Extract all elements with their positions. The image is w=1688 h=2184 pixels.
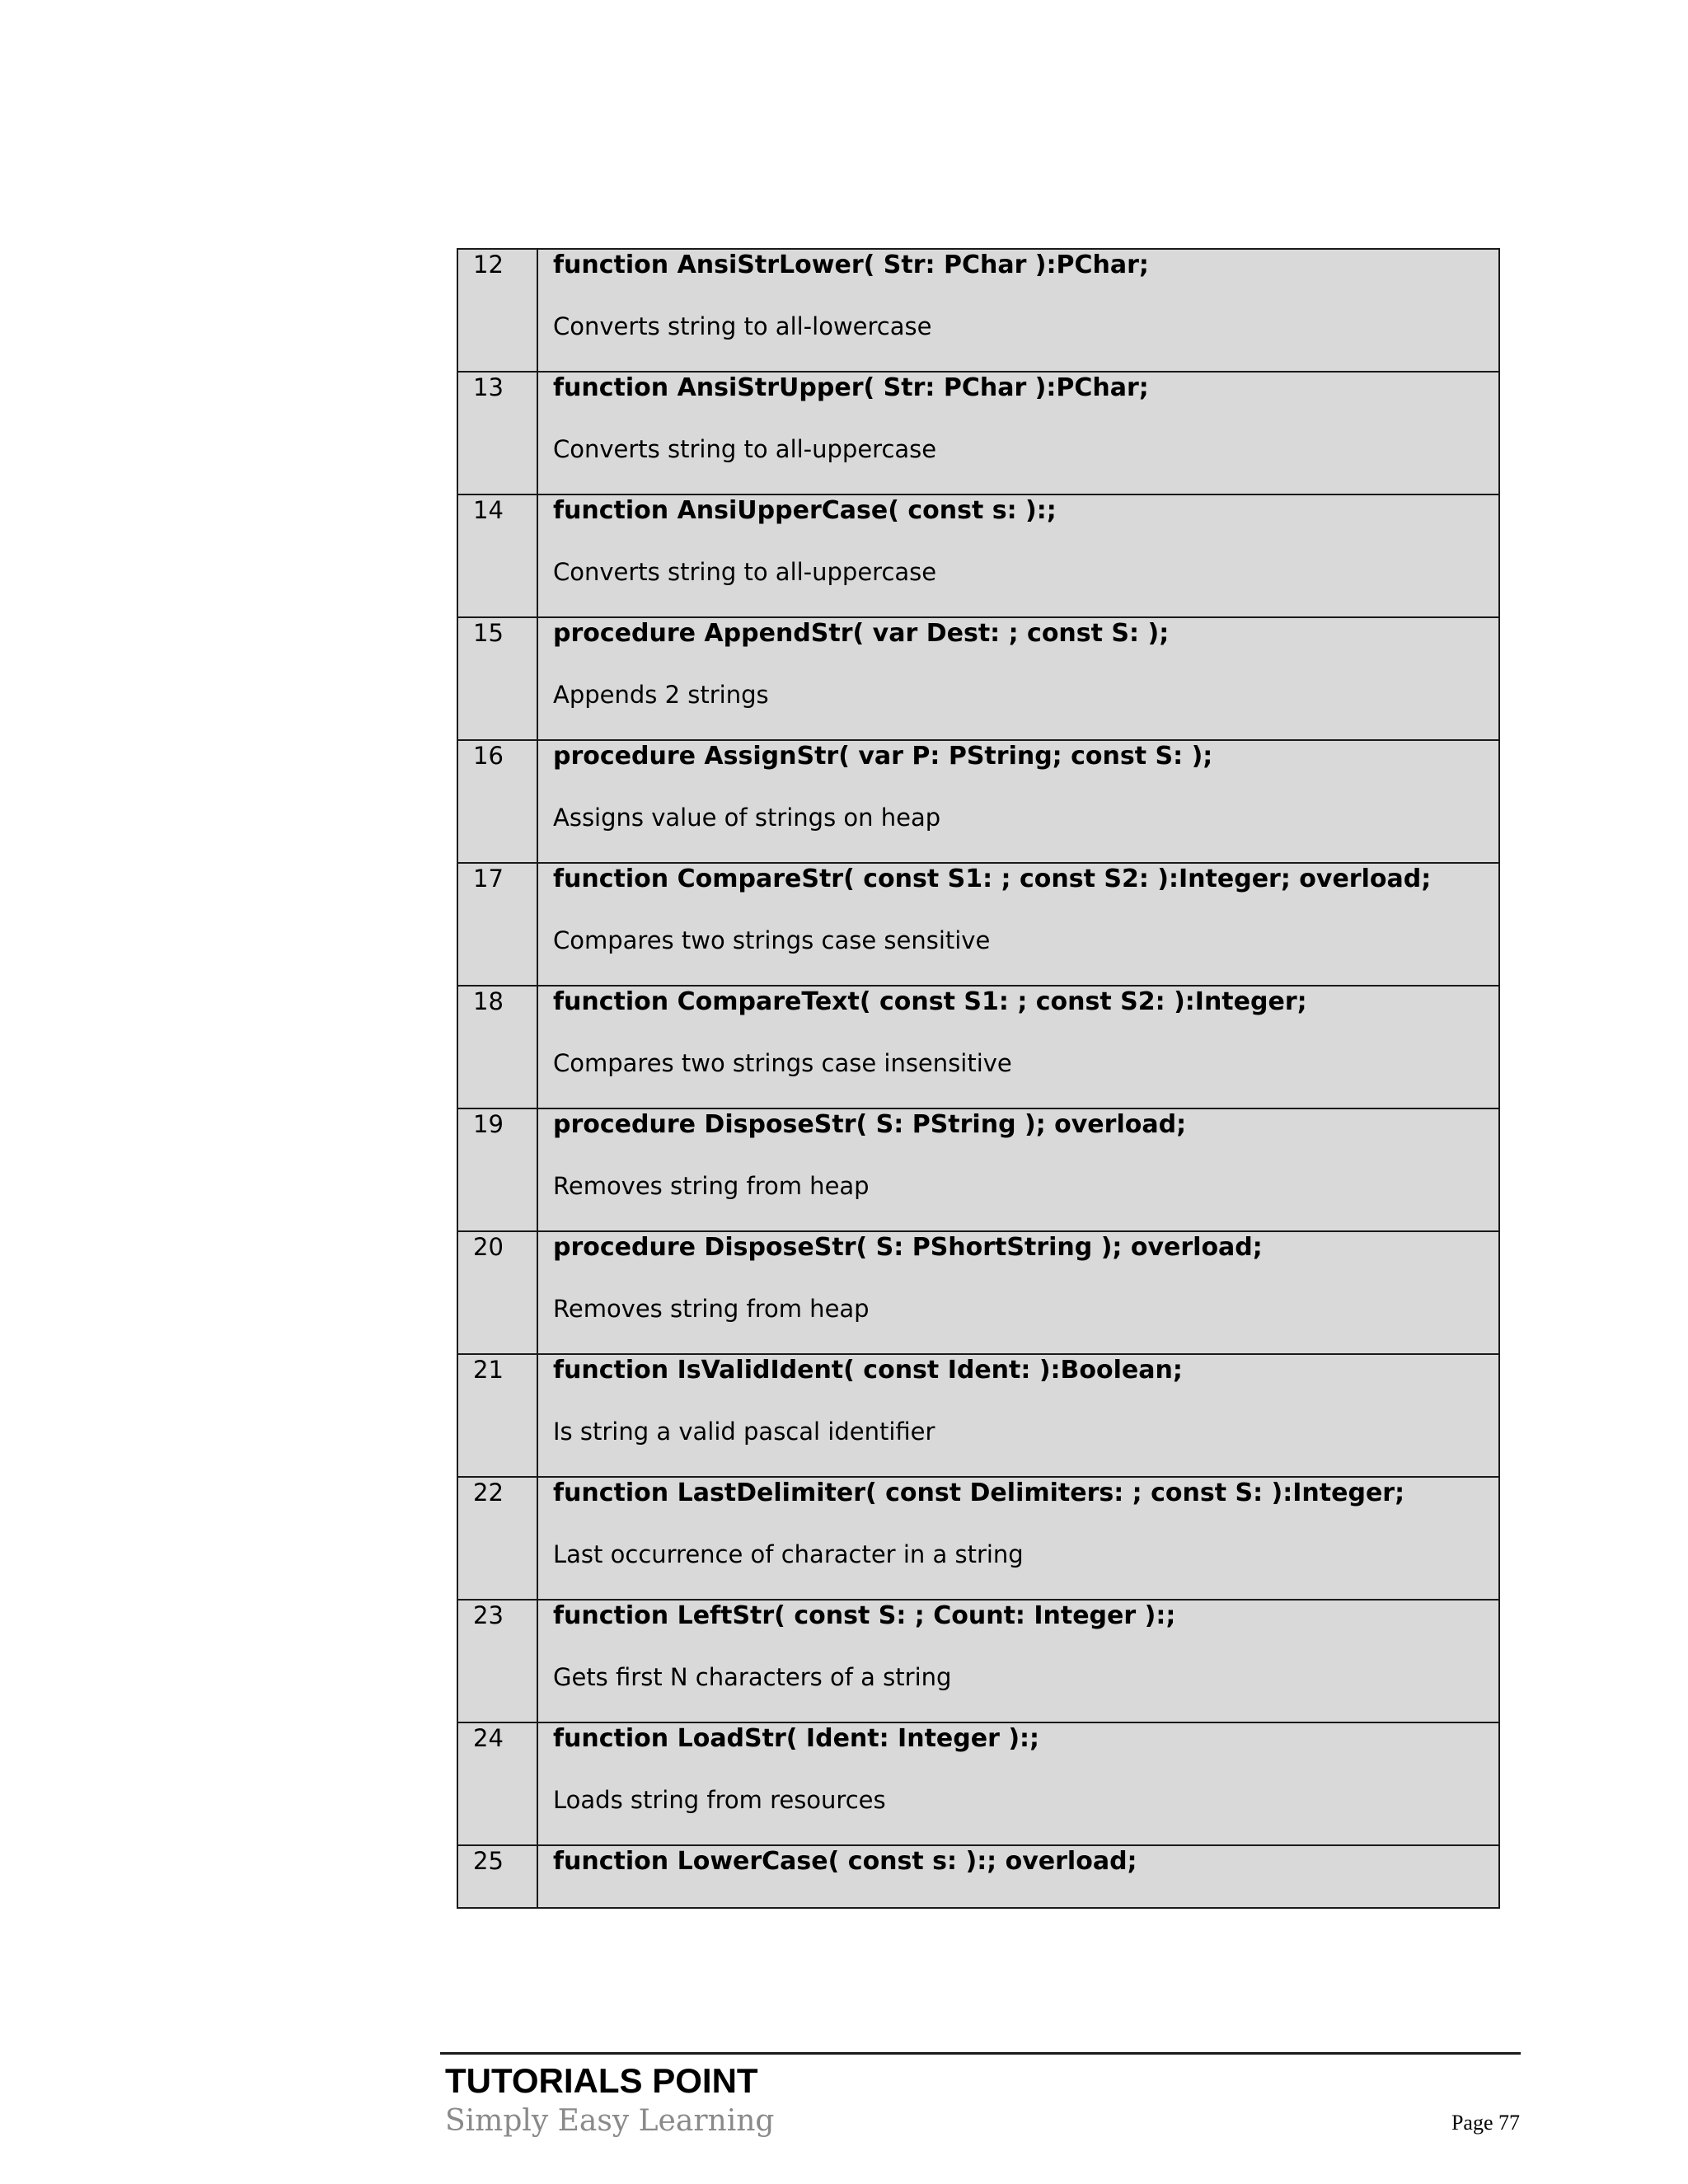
row-number: 13	[473, 373, 504, 401]
row-number: 21	[473, 1356, 504, 1384]
row-number: 24	[473, 1724, 504, 1752]
function-signature: function AnsiUpperCase( const s: ):;	[553, 496, 1057, 525]
row-number: 12	[473, 251, 504, 279]
row-number: 14	[473, 496, 504, 524]
row-number-cell	[457, 986, 537, 1108]
procedure-signature: procedure DisposeStr( S: PString ); overload;	[553, 1110, 1187, 1139]
row-number-cell	[457, 1477, 537, 1600]
function-description: Removes string from heap	[553, 1172, 870, 1200]
table-row	[457, 740, 1499, 863]
procedure-signature: procedure AppendStr( var Dest: ; const S: );	[553, 619, 1170, 648]
row-number: 18	[473, 987, 504, 1015]
function-signature: function LeftStr( const S: ; Count: Integer ):;	[553, 1601, 1176, 1630]
row-content-cell	[537, 1845, 1499, 1908]
row-number-cell	[457, 1722, 537, 1845]
row-content-cell	[537, 617, 1499, 740]
function-signature: function LowerCase( const s: ):; overload;	[553, 1847, 1137, 1876]
row-number: 16	[473, 742, 504, 770]
table-row	[457, 617, 1499, 740]
row-number-cell	[457, 1231, 537, 1354]
table-row	[457, 1722, 1499, 1845]
function-description: Is string a valid pascal identifier	[553, 1418, 935, 1446]
function-signature: function LoadStr( Ident: Integer ):;	[553, 1724, 1040, 1753]
row-number-cell	[457, 1845, 537, 1908]
function-description: Assigns value of strings on heap	[553, 804, 941, 832]
row-number: 25	[473, 1847, 504, 1875]
function-signature: function LastDelimiter( const Delimiters: ; const S: ):Integer;	[553, 1479, 1405, 1507]
function-description: Appends 2 strings	[553, 681, 769, 709]
function-description: Removes string from heap	[553, 1295, 870, 1323]
row-content-cell	[537, 1231, 1499, 1354]
table-row	[457, 986, 1499, 1108]
row-number: 19	[473, 1110, 504, 1138]
function-description: Last occurrence of character in a string	[553, 1540, 1024, 1568]
footer-divider	[440, 2052, 1521, 2055]
function-description: Compares two strings case insensitive	[553, 1049, 1012, 1077]
row-content-cell	[537, 740, 1499, 863]
table-row	[457, 249, 1499, 372]
table-row	[457, 372, 1499, 494]
row-number-cell	[457, 249, 537, 372]
function-description: Converts string to all-uppercase	[553, 558, 937, 586]
procedure-signature: procedure DisposeStr( S: PShortString ); overload;	[553, 1233, 1263, 1262]
function-description: Converts string to all-uppercase	[553, 435, 937, 463]
procedure-signature: procedure AssignStr( var P: PString; const S: );	[553, 742, 1213, 771]
function-signature: function IsValidIdent( const Ident: ):Boolean;	[553, 1356, 1183, 1385]
row-number: 15	[473, 619, 504, 647]
row-number-cell	[457, 1108, 537, 1231]
table-row	[457, 1354, 1499, 1477]
row-number-cell	[457, 1354, 537, 1477]
function-signature: function AnsiStrUpper( Str: PChar ):PChar;	[553, 373, 1149, 402]
row-content-cell	[537, 1722, 1499, 1845]
row-content-cell	[537, 494, 1499, 617]
table-row	[457, 1845, 1499, 1908]
table-row	[457, 494, 1499, 617]
function-signature: function CompareStr( const S1: ; const S2: ):Integer; overload;	[553, 865, 1432, 893]
row-content-cell	[537, 863, 1499, 986]
row-number: 17	[473, 865, 504, 893]
function-description: Compares two strings case sensitive	[553, 926, 991, 954]
row-number-cell	[457, 1600, 537, 1722]
row-content-cell	[537, 1354, 1499, 1477]
row-number: 22	[473, 1479, 504, 1507]
table-row	[457, 863, 1499, 986]
function-description: Loads string from resources	[553, 1786, 886, 1814]
row-content-cell	[537, 372, 1499, 494]
row-content-cell	[537, 986, 1499, 1108]
table-row	[457, 1600, 1499, 1722]
row-number-cell	[457, 372, 537, 494]
function-description: Converts string to all-lowercase	[553, 312, 932, 340]
function-description: Gets first N characters of a string	[553, 1663, 952, 1691]
functions-table	[457, 248, 1500, 1909]
row-content-cell	[537, 1600, 1499, 1722]
table-row	[457, 1108, 1499, 1231]
row-number: 23	[473, 1601, 504, 1629]
functions-table-body	[457, 249, 1499, 1908]
row-content-cell	[537, 249, 1499, 372]
row-number-cell	[457, 617, 537, 740]
row-content-cell	[537, 1477, 1499, 1600]
function-signature: function AnsiStrLower( Str: PChar ):PChar;	[553, 251, 1149, 279]
footer-brand: TUTORIALS POINT	[445, 2061, 758, 2100]
row-number-cell	[457, 740, 537, 863]
table-row	[457, 1477, 1499, 1600]
table-row	[457, 1231, 1499, 1354]
row-number: 20	[473, 1233, 504, 1261]
footer-tagline: Simply Easy Learning	[445, 2104, 775, 2138]
row-content-cell	[537, 1108, 1499, 1231]
row-number-cell	[457, 494, 537, 617]
page-number: Page 77	[1451, 2111, 1520, 2135]
function-signature: function CompareText( const S1: ; const S2: ):Integer;	[553, 987, 1307, 1016]
row-number-cell	[457, 863, 537, 986]
